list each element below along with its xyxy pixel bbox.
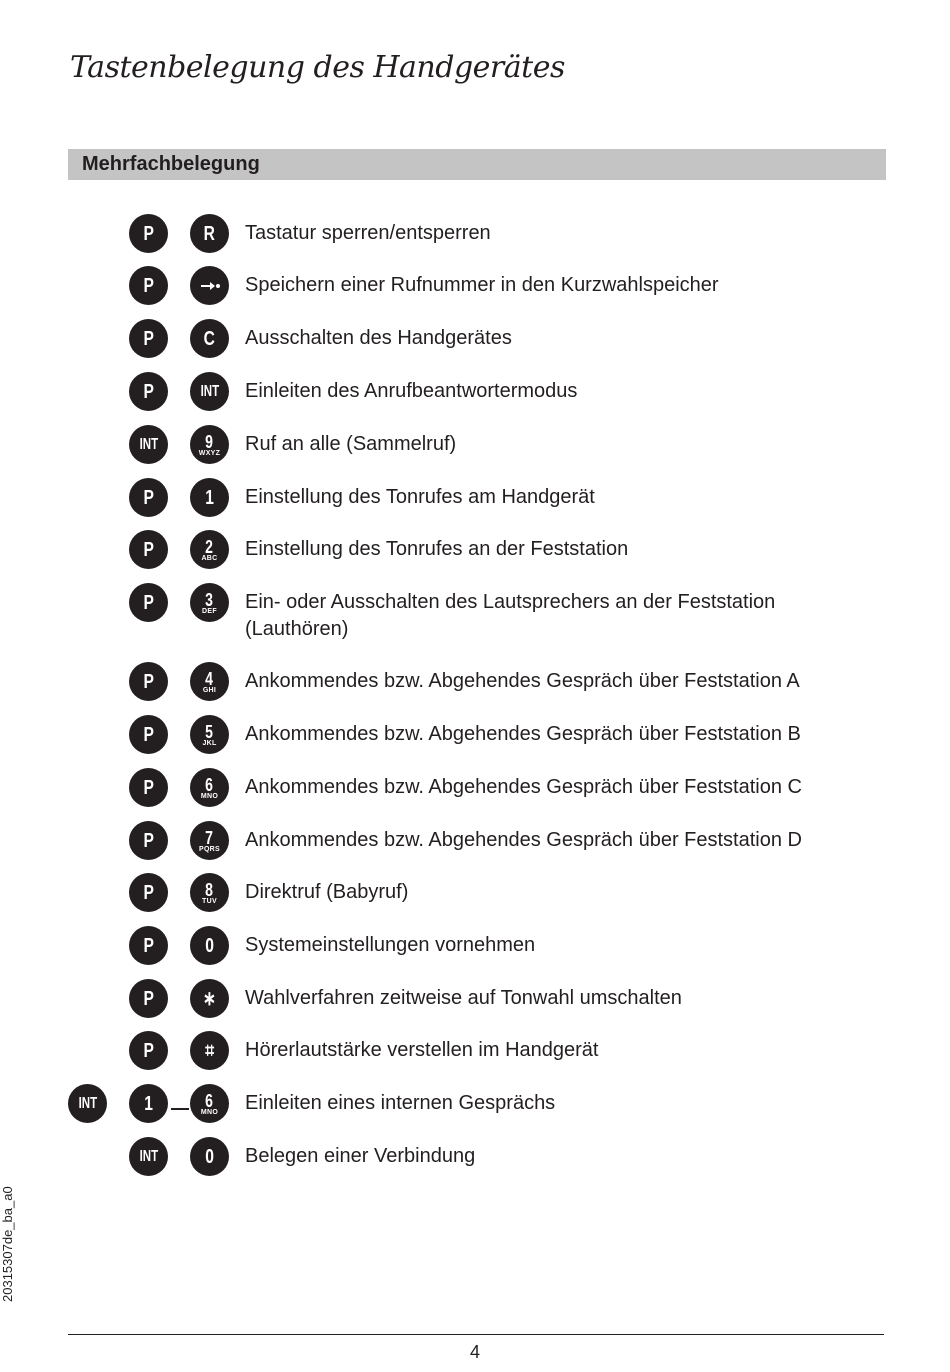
key-9-icon (190, 425, 229, 464)
key-assignment-row (0, 583, 950, 640)
key-assignment-row (0, 662, 950, 702)
key-label: P (143, 380, 154, 403)
key-p-icon (129, 768, 168, 807)
key-description (245, 536, 628, 563)
key-label: INT (78, 1094, 97, 1112)
key-description (245, 1143, 475, 1170)
key-description (245, 985, 682, 1012)
key-assignment-row (0, 1084, 950, 1124)
key-description (245, 431, 456, 458)
key-label: 5 (205, 721, 214, 742)
key-p-icon (129, 372, 168, 411)
key-description (245, 932, 535, 959)
key-label: 3 (205, 589, 214, 610)
key-label: P (143, 881, 154, 904)
key-4-icon (190, 662, 229, 701)
key-label: 6 (205, 1090, 214, 1111)
section-title: Mehrfachbelegung (82, 153, 260, 175)
arrow-to-dot-icon (190, 266, 229, 305)
description-line: Ein- oder Ausschalten des Lautsprechers an der Feststation (245, 591, 776, 613)
key-label: 2 (205, 536, 214, 557)
key-label: P (143, 591, 154, 614)
key-1-icon (129, 1084, 168, 1123)
key-0-icon (190, 1137, 229, 1176)
key-label: INT (139, 1147, 158, 1165)
key-letters: WXYZ (198, 449, 221, 457)
range-dash (171, 1108, 189, 1110)
description-line: Ausschalten des Handgerätes (245, 327, 512, 349)
key-description (245, 325, 512, 352)
key-letters: GHI (202, 686, 217, 694)
key-label: 0 (205, 934, 214, 957)
key-assignment-row (0, 372, 950, 412)
key-label: ⌗ (205, 1039, 214, 1062)
key-label: P (143, 222, 154, 245)
key-p-icon (129, 266, 168, 305)
key-8-icon (190, 873, 229, 912)
key-p-icon (129, 319, 168, 358)
key-description (245, 827, 802, 854)
footer-divider (68, 1334, 884, 1335)
key-label: C (203, 327, 216, 350)
key-int-icon (129, 1137, 168, 1176)
section-header (68, 149, 886, 180)
key-c-icon (190, 319, 229, 358)
key-label: P (143, 327, 154, 350)
description-line: Ankommendes bzw. Abgehendes Gespräch über Feststation C (245, 776, 802, 798)
key-int-icon (190, 372, 229, 411)
key-label: 1 (205, 486, 214, 509)
key-assignment-row (0, 530, 950, 570)
key-3-icon (190, 583, 229, 622)
key-label: P (143, 829, 154, 852)
key-p-icon (129, 821, 168, 860)
document-code: 20315307de_ba_a0 (0, 1186, 15, 1302)
key-assignment-row (0, 926, 950, 966)
description-line: Ruf an alle (Sammelruf) (245, 433, 457, 455)
key-assignment-row (0, 1137, 950, 1177)
key-1-icon (190, 478, 229, 517)
description-line: Einstellung des Tonrufes am Handgerät (245, 486, 595, 508)
key-label: 1 (144, 1092, 153, 1115)
key-assignment-row (0, 319, 950, 359)
description-line: Direktruf (Babyruf) (245, 881, 409, 903)
key-p-icon (129, 478, 168, 517)
description-line: Speichern einer Rufnummer in den Kurzwahlspeicher (245, 274, 719, 296)
key-label: P (143, 538, 154, 561)
key-letters: TUV (202, 897, 217, 905)
key-p-icon (129, 530, 168, 569)
key-description (245, 1090, 555, 1117)
key-r-icon (190, 214, 229, 253)
description-line: Hörerlautstärke verstellen im Handgerät (245, 1039, 599, 1061)
description-line: Einstellung des Tonrufes an der Feststation (245, 538, 629, 560)
key-5-icon (190, 715, 229, 754)
key-int-icon (129, 425, 168, 464)
key-label: P (143, 723, 154, 746)
description-line: Ankommendes bzw. Abgehendes Gespräch über Feststation B (245, 723, 801, 745)
key-p-icon (129, 214, 168, 253)
key-label: INT (139, 435, 158, 453)
key-description (245, 1037, 599, 1064)
key-int-icon (68, 1084, 107, 1123)
key-letters: JKL (202, 739, 217, 747)
key-label: 7 (205, 827, 214, 848)
key-description (245, 272, 719, 299)
key-p-icon (129, 715, 168, 754)
key-label: 9 (205, 431, 214, 452)
key-description (245, 879, 408, 906)
description-line: Belegen einer Verbindung (245, 1145, 476, 1167)
key-assignment-row (0, 873, 950, 913)
description-line: Tastatur sperren/entsperren (245, 222, 491, 244)
description-line: Ankommendes bzw. Abgehendes Gespräch über Feststation A (245, 670, 800, 692)
description-line: (Lauthören) (245, 618, 349, 640)
key-assignment-row (0, 214, 950, 254)
key-assignment-row (0, 979, 950, 1019)
key-label: 4 (205, 668, 214, 689)
description-line: Einleiten eines internen Gesprächs (245, 1092, 556, 1114)
key-p-icon (129, 1031, 168, 1070)
key-assignment-row (0, 821, 950, 861)
key-assignment-row (0, 768, 950, 808)
key-assignment-row (0, 715, 950, 755)
key-label: ∗ (202, 987, 217, 1010)
key-label: INT (200, 382, 219, 400)
key-p-icon (129, 979, 168, 1018)
key-description (245, 721, 801, 748)
key-6-icon (190, 768, 229, 807)
key-letters: PQRS (198, 845, 221, 853)
key-assignment-row (0, 478, 950, 518)
key-label: 0 (205, 1145, 214, 1168)
key-letters: MNO (200, 792, 219, 800)
page-number: 4 (469, 1342, 480, 1362)
key-assignment-row (0, 1031, 950, 1071)
page-title: Tastenbelegung des Handgerätes (70, 50, 565, 85)
key-p-icon (129, 583, 168, 622)
key-description (245, 220, 491, 247)
key-hash-icon (190, 1031, 229, 1070)
key-label: P (143, 776, 154, 799)
key-assignment-row (0, 266, 950, 306)
key-label: P (143, 670, 154, 693)
key-description (245, 668, 800, 695)
key-label: P (143, 486, 154, 509)
key-description (245, 378, 577, 405)
key-7-icon (190, 821, 229, 860)
key-label: 8 (205, 879, 214, 900)
key-letters: ABC (201, 554, 218, 562)
key-assignment-row (0, 425, 950, 465)
key-label: 6 (205, 774, 214, 795)
key-label: P (143, 1039, 154, 1062)
key-2-icon (190, 530, 229, 569)
key-letters: DEF (202, 607, 217, 615)
description-line: Ankommendes bzw. Abgehendes Gespräch über Feststation D (245, 829, 802, 851)
key-description (245, 589, 775, 643)
key-label: P (143, 274, 154, 297)
description-line: Wahlverfahren zeitweise auf Tonwahl umschalten (245, 987, 682, 1009)
key-p-icon (129, 662, 168, 701)
key-label: R (203, 222, 216, 245)
key-6-icon (190, 1084, 229, 1123)
key-p-icon (129, 926, 168, 965)
description-line: Systemeinstellungen vornehmen (245, 934, 536, 956)
key-star-icon (190, 979, 229, 1018)
key-label: P (143, 987, 154, 1010)
description-line: Einleiten des Anrufbeantwortermodus (245, 380, 578, 402)
key-letters: MNO (200, 1108, 219, 1116)
key-p-icon (129, 873, 168, 912)
key-description (245, 774, 802, 801)
key-0-icon (190, 926, 229, 965)
key-description (245, 484, 595, 511)
key-label: P (143, 934, 154, 957)
